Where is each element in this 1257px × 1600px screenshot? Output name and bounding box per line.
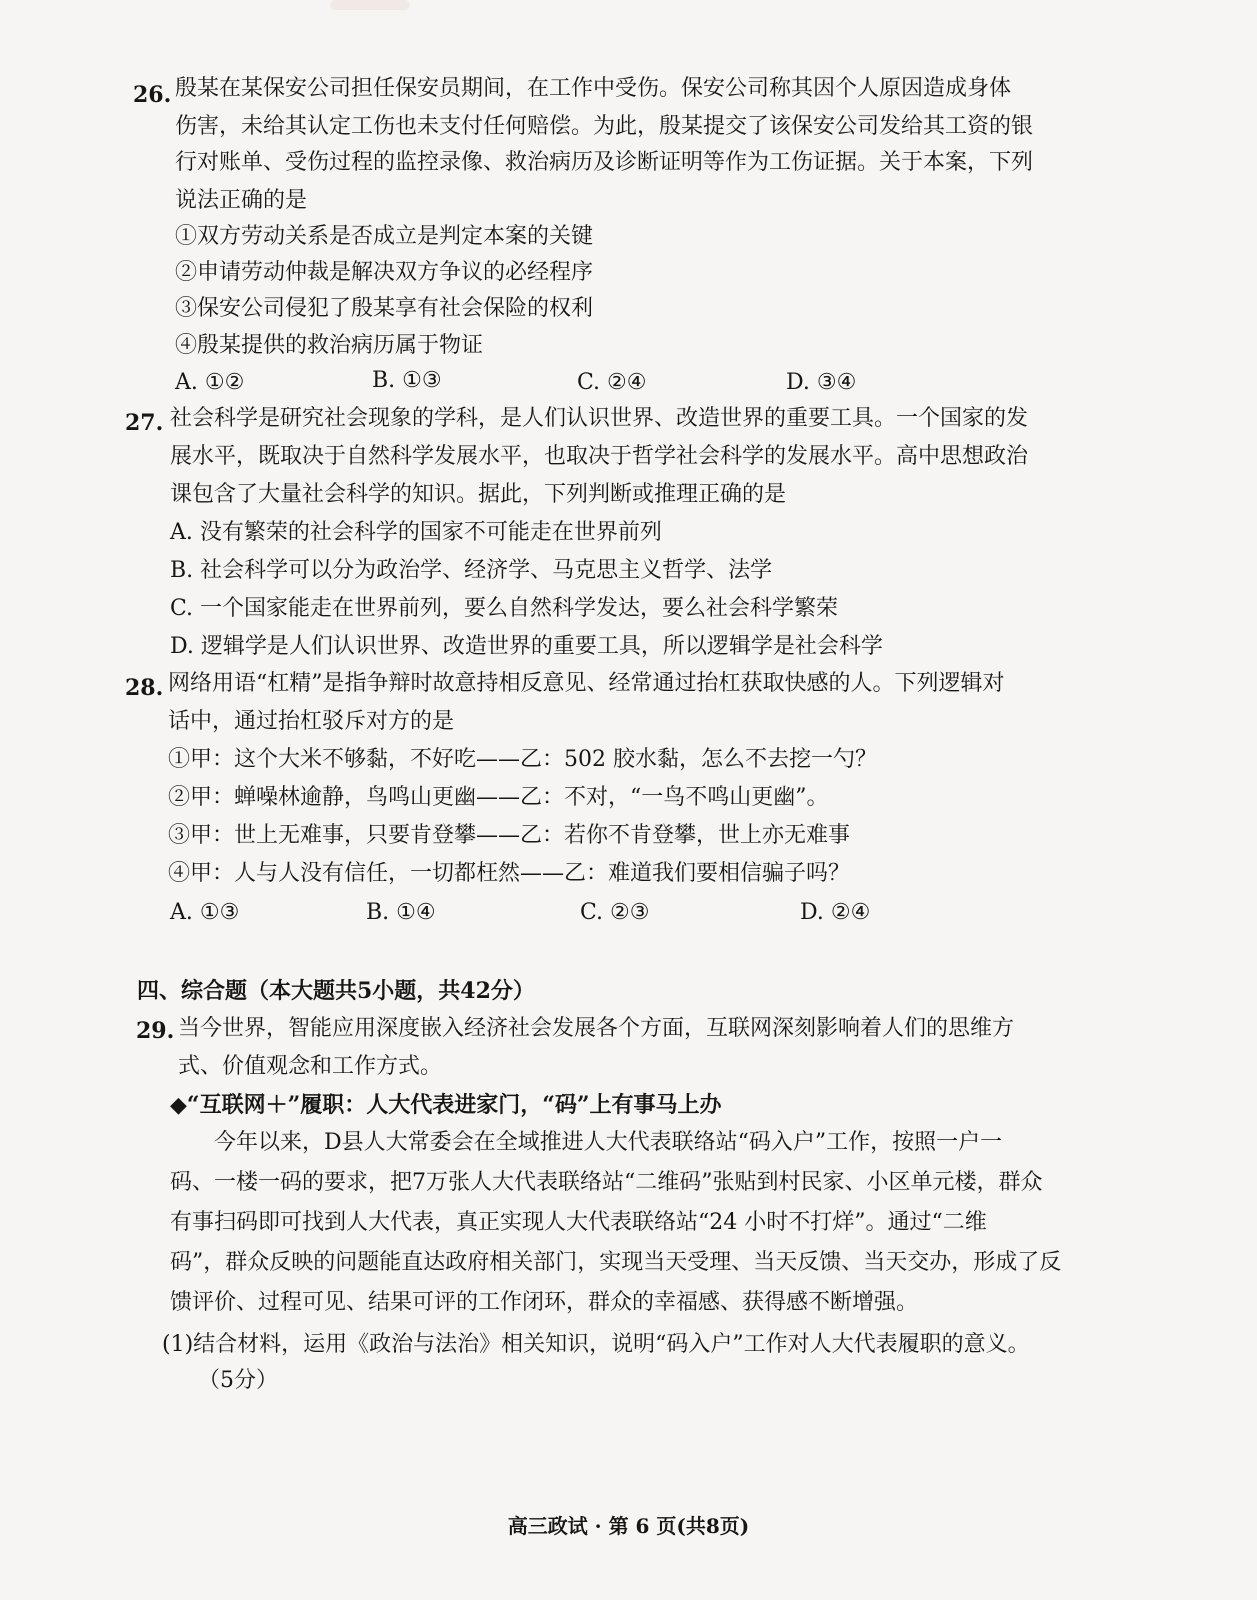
option-c: C. ②④ — [577, 370, 647, 395]
option-c: C. 一个国家能走在世界前列，要么自然科学发达，要么社会科学繁荣 — [170, 596, 839, 621]
statement-item: ①双方劳动关系是否成立是判定本案的关键 — [175, 224, 594, 249]
statement-item: ④甲：人与人没有信任，一切都枉然——乙：难道我们要相信骗子吗？ — [168, 861, 851, 886]
question-number: 27. — [125, 410, 164, 436]
question-number: 29. — [136, 1018, 175, 1044]
option-a: A. ①③ — [170, 900, 240, 925]
option-d: D. 逻辑学是人们认识世界、改造世界的重要工具，所以逻辑学是社会科学 — [170, 634, 883, 659]
sub-question-1: (1)结合材料，运用《政治与法治》相关知识，说明“码入户”工作对人大代表履职的意义。 — [162, 1332, 1030, 1357]
statement-item: ②申请劳动仲裁是解决双方争议的必经程序 — [175, 260, 594, 285]
question-text-line: 殷某在某保安公司担任保安员期间，在工作中受伤。保安公司称其因个人原因造成身体 — [175, 76, 1012, 101]
section-heading: 四、综合题（本大题共5小题，共42分） — [137, 978, 535, 1004]
statement-item: ④殷某提供的救治病历属于物证 — [175, 333, 484, 358]
material-line: 馈评价、过程可见、结果可评的工作闭环，群众的幸福感、获得感不断增强。 — [170, 1290, 919, 1315]
question-text-line: 说法正确的是 — [175, 188, 308, 213]
question-text-line: 行对账单、受伤过程的监控录像、救治病历及诊断证明等作为工伤证据。关于本案，下列 — [175, 150, 1034, 175]
option-d: D. ③④ — [786, 370, 857, 395]
material-line: 码、一楼一码的要求，把7万张人大代表联络站“二维码”张贴到村民家、小区单元楼，群众 — [170, 1170, 1043, 1195]
page-footer: 高三政试 · 第 6 页(共8页) — [507, 1514, 750, 1538]
option-c: C. ②③ — [580, 900, 650, 925]
question-text-line: 展水平，既取决于自然科学发展水平，也取决于哲学社会科学的发展水平。高中思想政治 — [170, 444, 1029, 469]
question-text-line: 当今世界，智能应用深度嵌入经济社会发展各个方面，互联网深刻影响着人们的思维方 — [178, 1016, 1015, 1041]
question-text-line: 伤害，未给其认定工伤也未支付任何赔偿。为此，殷某提交了该保安公司发给其工资的银 — [175, 114, 1034, 139]
option-b: B. 社会科学可以分为政治学、经济学、马克思主义哲学、法学 — [170, 558, 773, 583]
option-b: B. ①③ — [372, 368, 442, 393]
statement-item: ③保安公司侵犯了殷某享有社会保险的权利 — [175, 296, 594, 321]
question-text-line: 话中，通过抬杠驳斥对方的是 — [168, 709, 455, 734]
option-d: D. ②④ — [800, 900, 871, 925]
material-line: 码”，群众反映的问题能直达政府相关部门，实现当天受理、当天反馈、当天交办，形成了反 — [170, 1250, 1062, 1275]
option-b: B. ①④ — [366, 900, 436, 925]
question-text-line: 式、价值观念和工作方式。 — [178, 1054, 443, 1079]
scan-smudge — [330, 0, 410, 10]
material-title: ◆“互联网＋”履职：人大代表进家门，“码”上有事马上办 — [170, 1092, 722, 1118]
question-text-line: 网络用语“杠精”是指争辩时故意持相反意见、经常通过抬杠获取快感的人。下列逻辑对 — [168, 671, 1005, 696]
question-text-line: 社会科学是研究社会现象的学科，是人们认识世界、改造世界的重要工具。一个国家的发 — [170, 406, 1029, 431]
sub-question-1-score: （5分） — [198, 1368, 278, 1393]
question-text-line: 课包含了大量社会科学的知识。据此，下列判断或推理正确的是 — [170, 482, 787, 507]
option-a: A. ①② — [175, 370, 245, 395]
material-line: 有事扫码即可找到人大代表，真正实现人大代表联络站“24 小时不打烊”。通过“二维 — [170, 1210, 987, 1235]
statement-item: ③甲：世上无难事，只要肯登攀——乙：若你不肯登攀，世上亦无难事 — [168, 823, 851, 848]
statement-item: ①甲：这个大米不够黏，不好吃——乙：502 胶水黏，怎么不去挖一勺？ — [168, 747, 877, 772]
statement-item: ②甲：蝉噪林逾静，鸟鸣山更幽——乙：不对，“一鸟不鸣山更幽”。 — [168, 785, 829, 810]
question-number: 26. — [133, 82, 172, 108]
option-a: A. 没有繁荣的社会科学的国家不可能走在世界前列 — [170, 520, 662, 545]
material-line: 今年以来，D县人大常委会在全域推进人大代表联络站“码入户”工作，按照一户一 — [214, 1130, 1003, 1155]
question-number: 28. — [125, 675, 164, 701]
